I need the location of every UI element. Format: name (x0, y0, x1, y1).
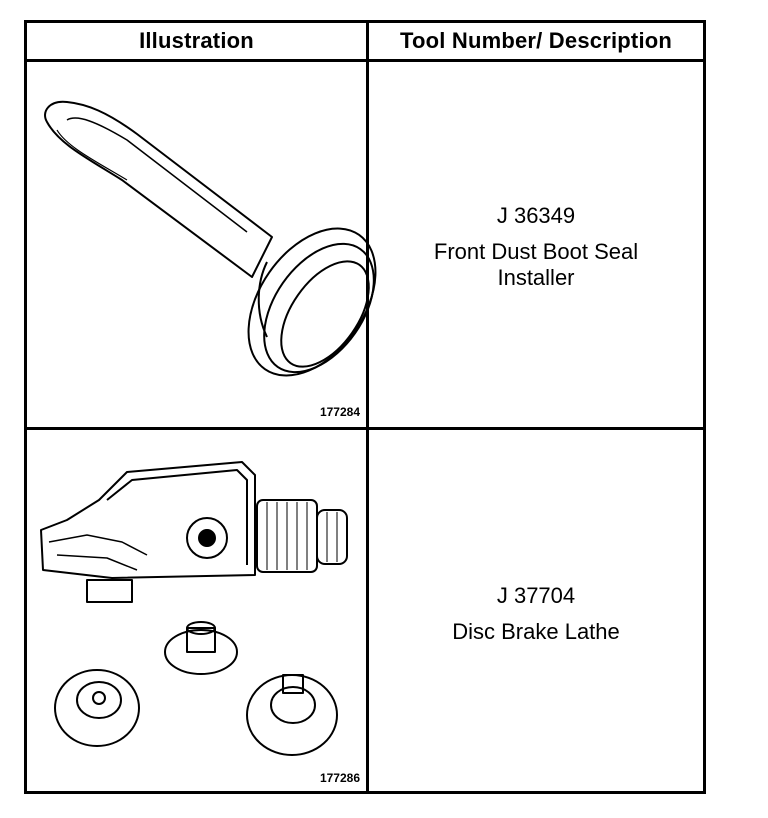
tool-description-2-line1: Disc Brake Lathe (452, 619, 620, 644)
seal-installer-icon (27, 62, 366, 427)
column-divider (366, 23, 369, 791)
tool-description-1-line2: Installer (497, 265, 575, 290)
header-description: Tool Number/ Description (399, 28, 673, 53)
header-illustration: Illustration (139, 28, 254, 53)
brake-lathe-icon (27, 430, 366, 791)
figure-number-1: 177284 (319, 405, 360, 419)
tool-table (24, 20, 706, 794)
tool-description-1-line1: Front Dust Boot Seal (433, 239, 639, 264)
illustration-cell-1 (27, 62, 366, 427)
illustration-cell-2 (27, 430, 366, 791)
tool-number-1: J 36349 (496, 203, 576, 228)
tool-number-2: J 37704 (496, 583, 576, 608)
figure-number-2: 177286 (319, 771, 360, 785)
